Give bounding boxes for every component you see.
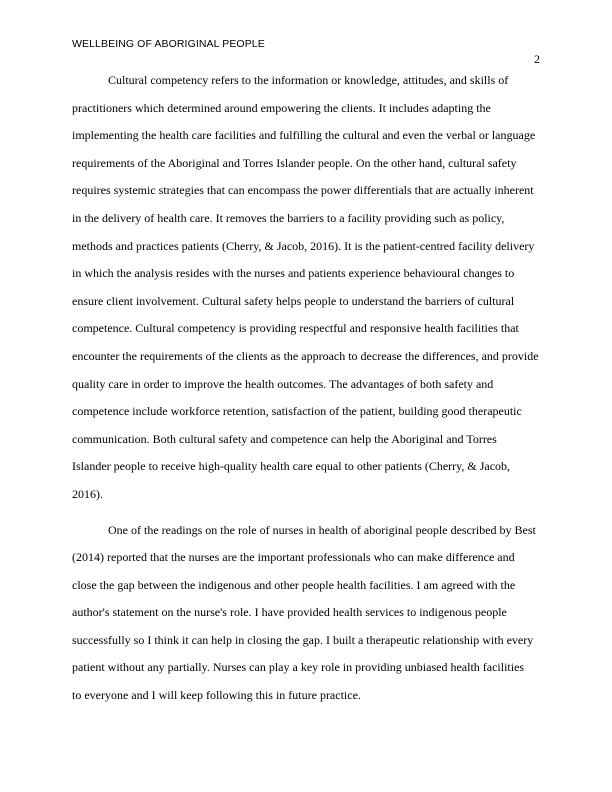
text-line: requires systemic strategies that can encompass the power differentials that are actually inherent <box>72 183 534 198</box>
text-line: quality care in order to improve the health outcomes. The advantages of both safety and <box>72 376 494 391</box>
text-line: ensure client involvement. Cultural safety helps people to understand the barriers of cultural <box>72 293 515 308</box>
text-line: 2016). <box>72 486 103 501</box>
text-line: requirements of the Aboriginal and Torres Islander people. On the other hand, cultural safety <box>72 155 517 170</box>
text-line: successfully so I think it can help in closing the gap. I built a therapeutic relationship with every <box>72 632 534 647</box>
paragraph-role-of-nurses <box>72 517 542 710</box>
text-line: patient without any partially. Nurses can play a key role in providing unbiased health facilities <box>72 660 525 675</box>
text-line: to everyone and I will keep following this in future practice. <box>72 688 361 703</box>
text-line: close the gap between the indigenous and other people health facilities. I am agreed with the <box>72 577 516 592</box>
page-number: 2 <box>534 52 540 66</box>
text-line: author's statement on the nurse's role. I have provided health services to indigenous people <box>72 605 507 620</box>
running-head: WELLBEING OF ABORIGINAL PEOPLE <box>72 38 265 50</box>
text-line: encounter the requirements of the clients as the approach to decrease the differences, and provide <box>72 348 539 363</box>
paragraph-cultural-competency <box>72 67 542 509</box>
text-line: implementing the health care facilities and fulfilling the cultural and even the verbal or language <box>72 128 536 143</box>
text-line: (2014) reported that the nurses are the important professionals who can make difference and <box>72 550 515 565</box>
text-line: Islander people to receive high-quality health care equal to other patients (Cherry, & Jacob, <box>72 459 511 474</box>
text-line: methods and practices patients (Cherry, & Jacob, 2016). It is the patient-centred facility delivery <box>72 238 535 253</box>
text-line: in the delivery of health care. It removes the barriers to a facility providing such as policy, <box>72 210 505 225</box>
text-line: One of the readings on the role of nurses in health of aboriginal people described by Best <box>108 522 536 537</box>
document-body <box>72 67 542 718</box>
text-line: competence. Cultural competency is providing respectful and responsive health facilities that <box>72 321 519 336</box>
text-line: communication. Both cultural safety and competence can help the Aboriginal and Torres <box>72 431 497 446</box>
text-line: in which the analysis resides with the nurses and patients experience behavioural changes to <box>72 266 515 281</box>
text-line: competence include workforce retention, satisfaction of the patient, building good therapeutic <box>72 404 522 419</box>
text-line: Cultural competency refers to the information or knowledge, attitudes, and skills of <box>108 73 509 87</box>
text-line: practitioners which determined around empowering the clients. It includes adapting the <box>72 100 491 115</box>
